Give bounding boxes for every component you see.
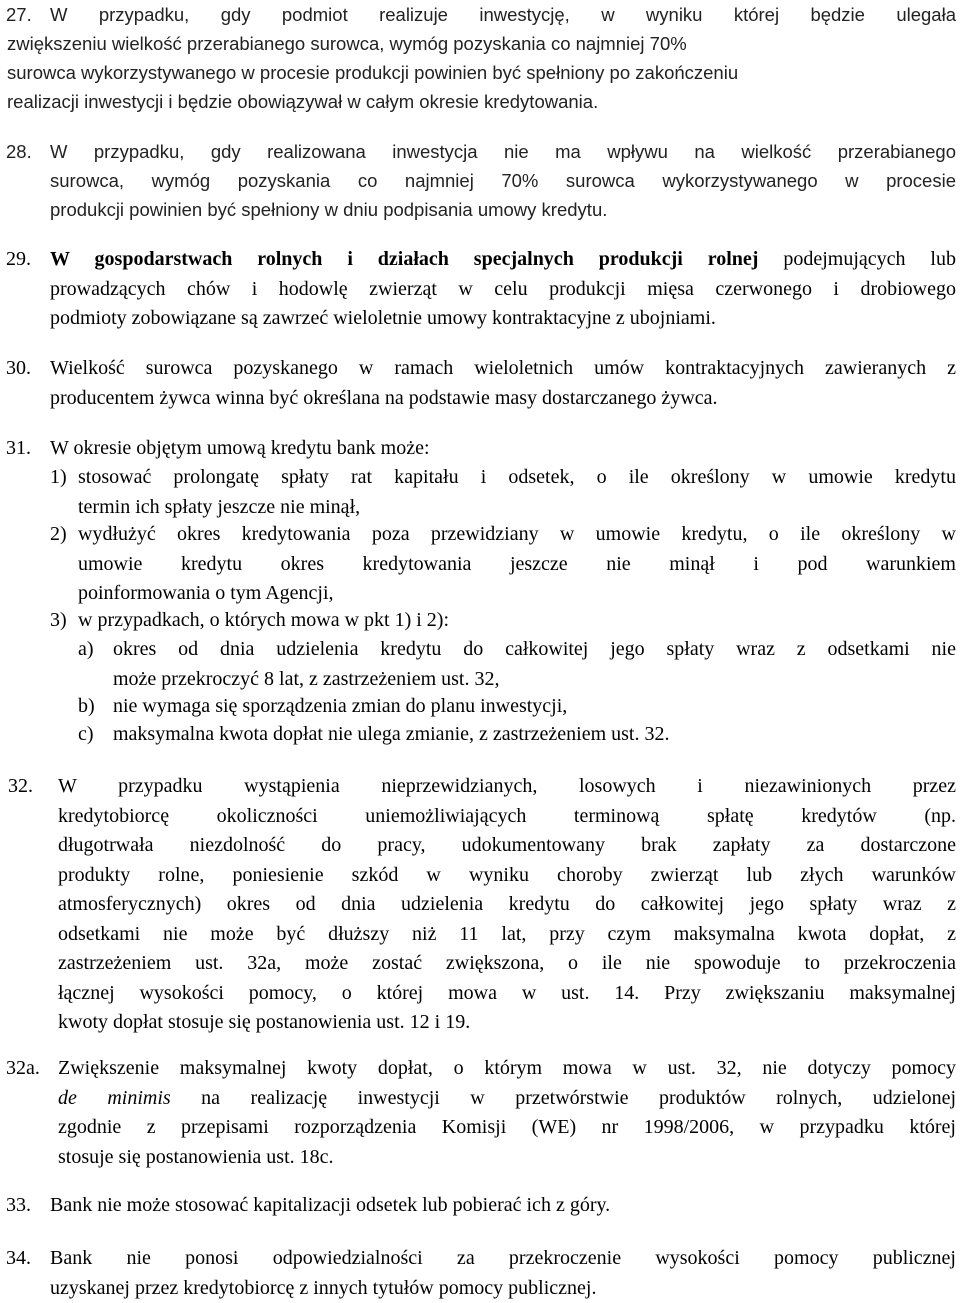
text-line: W przypadku, gdy podmiot realizuje inwestycję, w wyniku której będzie ulegała: [50, 0, 956, 29]
list-item-text: [78, 606, 956, 636]
text-line: atmosferycznych) okres od dnia udzielenia kredytu do całkowitej jego spłaty wraz z: [58, 890, 956, 920]
list-letter: a): [78, 635, 94, 665]
text-line: zgodnie z przepisami rozporządzenia Komisji (WE) nr 1998/2006, w przypadku której: [58, 1113, 956, 1143]
text-line: odsetkami nie może być dłuższy niż 11 lat, przy czym maksymalna kwota dopłat, z: [58, 920, 956, 950]
text-line: produkcji powinien być spełniony w dniu podpisania umowy kredytu.: [50, 195, 956, 224]
text-line: umowie kredytu okres kredytowania jeszcze nie minął i pod warunkiem: [78, 550, 956, 580]
text-line: w przypadkach, o których mowa w pkt 1) i 2):: [78, 606, 956, 636]
paragraph-text: [50, 354, 956, 413]
text-line: termin ich spłaty jeszcze nie minął,: [78, 493, 956, 523]
paragraph-number: 30.: [6, 354, 31, 384]
text-line: stosować prolongatę spłaty rat kapitału i odsetek, o ile określony w umowie kredytu: [78, 463, 956, 493]
text-line: łącznej wysokości pomocy, o której mowa w ust. 14. Przy zwiększaniu maksymalnej: [58, 979, 956, 1009]
text-line: Zwiększenie maksymalnej kwoty dopłat, o którym mowa w ust. 32, nie dotyczy pomocy: [58, 1054, 956, 1084]
paragraph-text: [58, 1054, 956, 1172]
list-item-text: [78, 520, 956, 609]
text-line: Bank nie może stosować kapitalizacji odsetek lub pobierać ich z góry.: [50, 1191, 956, 1221]
text-line: długotrwała niezdolność do pracy, udokumentowany brak zapłaty za dostarczone: [58, 831, 956, 861]
list-item-text: [113, 635, 956, 694]
paragraph-number: 28.: [6, 137, 32, 166]
paragraph-number: 31.: [6, 434, 31, 464]
list-letter: c): [78, 720, 94, 750]
text-line: zastrzeżeniem ust. 32a, może zostać zwiększona, o ile nie spowoduje to przekroczenia: [58, 949, 956, 979]
paragraph-intro: [50, 434, 956, 464]
text-line: Wielkość surowca pozyskanego w ramach wieloletnich umów kontraktacyjnych zawieranych z: [50, 354, 956, 384]
list-number: 2): [50, 520, 67, 550]
text-line: prowadzących chów i hodowlę zwierząt w celu produkcji mięsa czerwonego i drobiowego: [50, 275, 956, 305]
paragraph-number: 29.: [6, 245, 31, 275]
text-line: W okresie objętym umową kredytu bank może:: [50, 434, 956, 464]
text-line: W przypadku wystąpienia nieprzewidzianych, losowych i niezawinionych przez: [58, 772, 956, 802]
text-line: może przekroczyć 8 lat, z zastrzeżeniem ust. 32,: [113, 665, 956, 695]
text-line: Bank nie ponosi odpowiedzialności za przekroczenie wysokości pomocy publicznej: [50, 1244, 956, 1274]
text-line: stosuje się postanowienia ust. 18c.: [58, 1143, 956, 1173]
text-line: surowca wykorzystywanego w procesie produkcji powinien być spełniony po zakończeniu: [7, 58, 913, 87]
text-line: poinformowania o tym Agencji,: [78, 579, 956, 609]
text-line: [50, 245, 956, 275]
paragraph-number: 33.: [6, 1191, 31, 1221]
text-line: kwoty dopłat stosuje się postanowienia ust. 12 i 19.: [58, 1008, 956, 1038]
text-line: okres od dnia udzielenia kredytu do całkowitej jego spłaty wraz z odsetkami nie: [113, 635, 956, 665]
list-number: 3): [50, 606, 67, 636]
paragraph-text: [58, 772, 956, 1038]
text-run: podejmujących lub: [758, 248, 956, 270]
italic-term: de minimis: [58, 1087, 171, 1109]
text-line: maksymalna kwota dopłat nie ulega zmianie, z zastrzeżeniem ust. 32.: [113, 720, 956, 750]
text-line: podmioty zobowiązane są zawrzeć wieloletnie umowy kontraktacyjne z ubojniami.: [50, 304, 956, 334]
text-run: na realizację inwestycji w przetwórstwie produktów rolnych, udzielonej: [171, 1087, 956, 1109]
list-number: 1): [50, 463, 67, 493]
paragraph-number: 32a.: [6, 1054, 40, 1084]
text-line: zwiększeniu wielkość przerabianego surowca, wymóg pozyskania co najmniej 70%: [7, 29, 913, 58]
text-line: wydłużyć okres kredytowania poza przewidziany w umowie kredytu, o ile określony w: [78, 520, 956, 550]
list-letter: b): [78, 692, 95, 722]
paragraph-text: [50, 0, 956, 116]
paragraph-text: [50, 137, 956, 224]
text-line: nie wymaga się sporządzenia zmian do planu inwestycji,: [113, 692, 956, 722]
text-line: realizacji inwestycji i będzie obowiązywał w całym okresie kredytowania.: [7, 87, 913, 116]
text-line: uzyskanej przez kredytobiorcę z innych tytułów pomocy publicznej.: [50, 1274, 956, 1303]
paragraph-text: [50, 245, 956, 334]
list-item-text: [78, 463, 956, 522]
paragraph-text: [50, 1244, 956, 1303]
list-item-text: [113, 692, 956, 722]
text-line: kredytobiorcę okoliczności uniemożliwiających terminową spłatę kredytów (np.: [58, 802, 956, 832]
text-line: surowca, wymóg pozyskania co najmniej 70% surowca wykorzystywanego w procesie: [50, 166, 956, 195]
text-line: produkty rolne, poniesienie szkód w wyniku choroby zwierząt lub złych warunków: [58, 861, 956, 891]
text-line: W przypadku, gdy realizowana inwestycja nie ma wpływu na wielkość przerabianego: [50, 137, 956, 166]
text-line: [58, 1084, 956, 1114]
paragraph-text: [50, 1191, 956, 1221]
paragraph-number: 32.: [8, 772, 33, 802]
list-item-text: [113, 720, 956, 750]
bold-lead: W gospodarstwach rolnych i działach specjalnych produkcji rolnej: [50, 248, 758, 270]
paragraph-number: 34.: [6, 1244, 31, 1274]
paragraph-number: 27.: [6, 0, 32, 29]
text-line: producentem żywca winna być określana na podstawie masy dostarczanego żywca.: [50, 384, 956, 414]
